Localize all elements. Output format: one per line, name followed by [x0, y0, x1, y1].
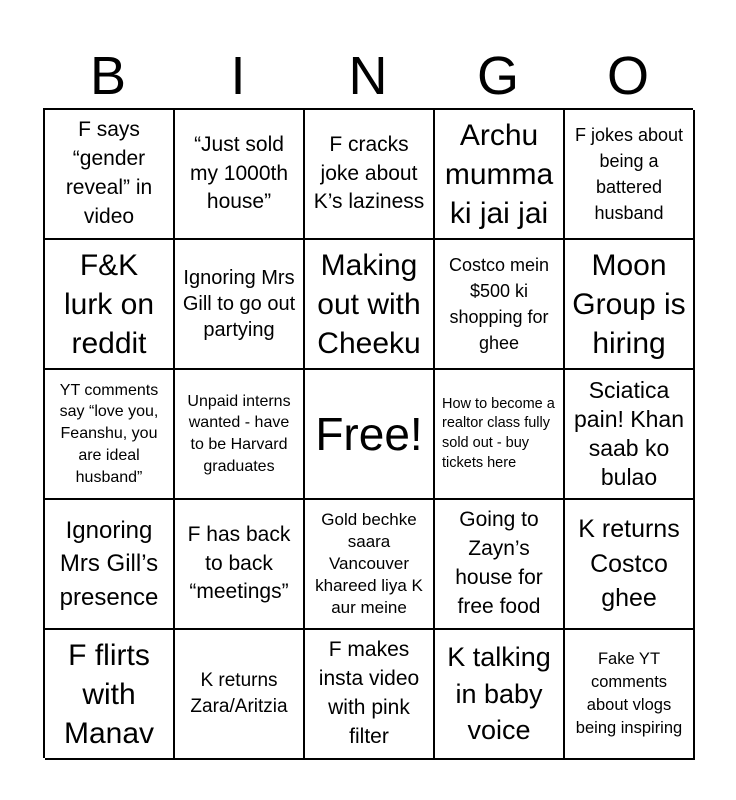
bingo-cell-r3c1[interactable]	[45, 370, 175, 500]
cell-text: K returns Costco ghee	[578, 515, 680, 613]
bingo-cell-r3c4[interactable]	[435, 370, 565, 500]
bingo-cell-r2c5[interactable]	[565, 240, 695, 370]
bingo-cell-r3c5[interactable]	[565, 370, 695, 500]
cell-text: Ignoring Mrs Gill’s presence	[59, 517, 159, 611]
bingo-cell-r4c1[interactable]	[45, 500, 175, 630]
cell-text: YT comments say “love you, Feanshu, you are ideal husband”	[59, 381, 159, 486]
bingo-cell-r5c2[interactable]	[175, 630, 305, 760]
cell-text: K returns Zara/Aritzia	[190, 670, 288, 717]
bingo-cell-r4c4[interactable]	[435, 500, 565, 630]
bingo-header	[43, 40, 693, 108]
bingo-cell-r1c5[interactable]	[565, 110, 695, 240]
bingo-cell-r4c3[interactable]	[305, 500, 435, 630]
cell-text: Gold bechke saara Vancouver khareed liya K aur meine	[315, 509, 423, 618]
cell-text: Making out with Cheeku	[317, 248, 421, 360]
bingo-cell-r5c4[interactable]	[435, 630, 565, 760]
cell-text: F cracks joke about K’s laziness	[313, 132, 425, 214]
free-space-cell[interactable]	[305, 370, 435, 500]
header-letter-b: B	[89, 46, 127, 106]
cell-text: F makes insta video with pink filter	[318, 638, 420, 748]
cell-text: F says “gender reveal” in video	[65, 118, 153, 228]
cell-text: How to become a realtor class fully sold out - buy tickets here	[442, 395, 555, 471]
bingo-cell-r5c1[interactable]	[45, 630, 175, 760]
bingo-cell-r2c4[interactable]	[435, 240, 565, 370]
cell-text: Ignoring Mrs Gill to go out partying	[182, 267, 296, 341]
cell-text: Costco mein $500 ki shopping for ghee	[448, 254, 550, 354]
cell-text: F flirts with Manav	[63, 638, 155, 750]
cell-text: “Just sold my 1000th house”	[189, 132, 289, 214]
cell-text: Going to Zayn’s house for free food	[455, 508, 543, 618]
bingo-cell-r1c1[interactable]	[45, 110, 175, 240]
cell-text: Fake YT comments about vlogs being inspiring	[575, 650, 683, 737]
cell-text: F&K lurk on reddit	[63, 248, 155, 360]
bingo-cell-r1c2[interactable]	[175, 110, 305, 240]
bingo-cell-r1c4[interactable]	[435, 110, 565, 240]
bingo-cell-r3c2[interactable]	[175, 370, 305, 500]
cell-text: F jokes about being a battered husband	[574, 124, 684, 224]
bingo-cell-r4c5[interactable]	[565, 500, 695, 630]
header-letter-n: N	[348, 46, 388, 106]
bingo-cell-r1c3[interactable]	[305, 110, 435, 240]
bingo-cell-r2c3[interactable]	[305, 240, 435, 370]
cell-text: F has back to back “meetings”	[187, 522, 291, 604]
header-letter-i: I	[230, 46, 246, 106]
bingo-cell-r2c1[interactable]	[45, 240, 175, 370]
bingo-card-grid	[43, 108, 693, 758]
header-letter-g: G	[476, 46, 519, 106]
cell-text: Archu mumma ki jai jai	[444, 118, 554, 230]
cell-text: Sciatica pain! Khan saab ko bulao	[574, 377, 684, 490]
bingo-cell-r5c5[interactable]	[565, 630, 695, 760]
cell-text: Moon Group is hiring	[572, 248, 686, 360]
bingo-cell-r2c2[interactable]	[175, 240, 305, 370]
free-space-text: Free!	[315, 408, 423, 460]
cell-text: Unpaid interns wanted - have to be Harvard graduates	[187, 392, 291, 475]
header-letter-o: O	[606, 46, 649, 106]
bingo-cell-r4c2[interactable]	[175, 500, 305, 630]
bingo-cell-r5c3[interactable]	[305, 630, 435, 760]
cell-text: K talking in baby voice	[447, 642, 551, 746]
